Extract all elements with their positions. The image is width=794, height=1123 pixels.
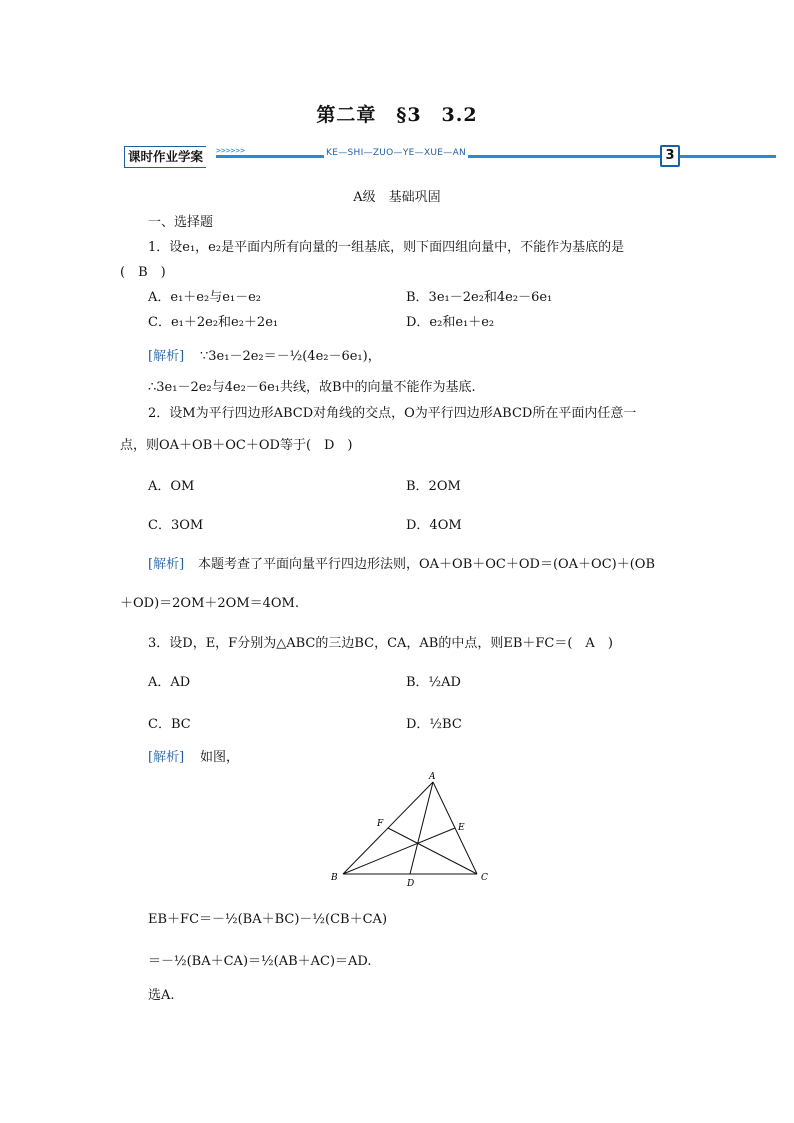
q3-option-c: C．BC	[148, 717, 191, 732]
banner-page-number: 3	[660, 145, 680, 167]
q1-answer: ( B )	[120, 265, 166, 280]
q1-option-d: D．e₂和e₁＋e₂	[406, 315, 495, 330]
q3-option-d: D．½BC	[406, 717, 462, 732]
q3-analysis-label: [解析]	[148, 750, 185, 765]
q3-option-b: B．½AD	[406, 675, 461, 690]
vertex-c-label: C	[481, 873, 488, 883]
q1-option-b: B．3e₁－2e₂和4e₂－6e₁	[406, 290, 553, 305]
triangle-figure	[325, 768, 495, 890]
banner-label: 课时作业学案	[124, 146, 206, 168]
vertex-b-label: B	[331, 873, 338, 883]
q3-conclusion: 选A.	[148, 988, 175, 1003]
banner-arrows: >>>>>>	[216, 146, 245, 155]
midpoint-f-label: F	[377, 819, 384, 829]
q2-option-b: B．2OM	[406, 479, 461, 494]
q3-stem: 3．设D，E，F分别为△ABC的三边BC，CA，AB的中点，则EB＋FC＝( A )	[148, 636, 613, 651]
q2-analysis-label: [解析]	[148, 557, 185, 572]
median-ad	[410, 782, 433, 874]
part-heading: 一、选择题	[148, 215, 214, 230]
q1-analysis-line-1: ∵3e₁－2e₂＝－½(4e₂－6e₁)，	[200, 349, 381, 364]
q3-equation-2: ＝－½(BA＋CA)＝½(AB＋AC)＝AD.	[148, 954, 372, 969]
q2-option-a: A．OM	[148, 479, 195, 494]
q2-stem-line-2: 点，则OA＋OB＋OC＋OD等于( D )	[120, 438, 353, 453]
q2-analysis-line-1: 本题考查了平面向量平行四边形法则，OA＋OB＋OC＋OD＝(OA＋OC)＋(OB	[198, 557, 656, 572]
banner-pinyin: KE—SHI—ZUO—YE—XUE—AN	[326, 148, 467, 158]
q2-option-d: D．4OM	[406, 518, 462, 533]
q1-analysis-label: [解析]	[148, 349, 185, 364]
midpoint-d-label: D	[407, 879, 415, 889]
q1-option-c: C．e₁＋2e₂和e₂＋2e₁	[148, 315, 279, 330]
q3-option-a: A．AD	[148, 675, 191, 690]
q3-equation-1: EB＋FC＝－½(BA＋BC)－½(CB＋CA)	[148, 912, 388, 927]
q1-option-a: A．e₁＋e₂与e₁－e₂	[148, 290, 262, 305]
q1-stem: 1．设e₁，e₂是平面内所有向量的一组基底，则下面四组向量中，不能作为基底的是	[148, 240, 625, 255]
median-cf	[388, 828, 477, 874]
median-be	[343, 828, 455, 874]
level-heading: A级 基础巩固	[353, 190, 441, 205]
q2-analysis-line-2: ＋OD)＝2OM＋2OM＝4OM.	[120, 596, 300, 611]
q1-analysis-line-2: ∴3e₁－2e₂与4e₂－6e₁共线，故B中的向量不能作为基底.	[148, 380, 476, 395]
q3-analysis-text: 如图，	[200, 750, 240, 765]
q2-stem-line-1: 2．设M为平行四边形ABCD对角线的交点，O为平行四边形ABCD所在平面内任意一	[148, 406, 637, 421]
banner-rule	[216, 155, 776, 158]
section-banner	[124, 142, 678, 172]
page-title: 第二章 §3 3.2	[316, 104, 478, 126]
vertex-a-label: A	[429, 772, 436, 782]
midpoint-e-label: E	[458, 823, 465, 833]
q2-option-c: C．3OM	[148, 518, 204, 533]
